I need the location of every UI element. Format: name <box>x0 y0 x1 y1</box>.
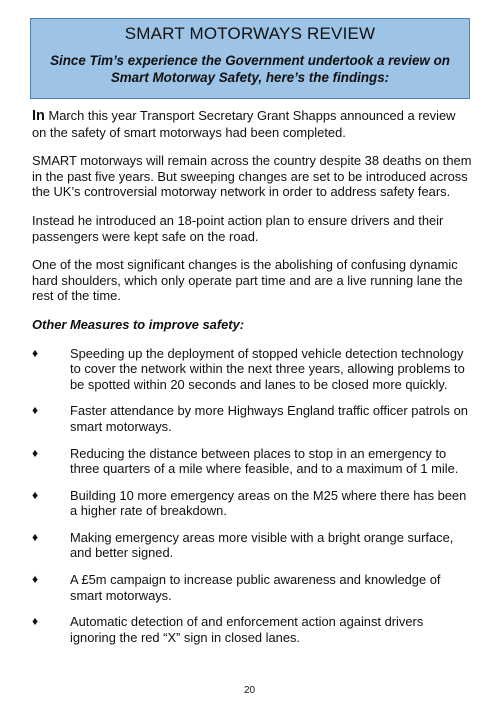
list-item: ♦ Building 10 more emergency areas on the M25 where there has been a higher rate of breakdown. <box>32 487 467 519</box>
intro-text: March this year Transport Secretary Grant Shapps announced a review on the safety of smart motorways had been completed. <box>32 108 456 140</box>
page-subtitle: Since Tim’s experience the Government undertook a review on Smart Motorway Safety, here’s the findings: <box>50 53 450 85</box>
intro-paragraph <box>32 108 472 140</box>
paragraph: One of the most significant changes is the abolishing of confusing dynamic hard shoulders, which only operate part time and are a live running lane the rest of the time. <box>32 257 463 304</box>
diamond-bullet-icon: ♦ <box>32 572 39 587</box>
intro-lead-word: In <box>32 108 45 124</box>
diamond-bullet-icon: ♦ <box>32 487 39 502</box>
list-item: ♦ Speeding up the deployment of stopped vehicle detection technology to cover the network within the next three years, allowing problems to be spotted within 20 seconds and lanes to be closed more quickly. <box>32 345 465 392</box>
diamond-bullet-icon: ♦ <box>32 403 39 418</box>
article-body <box>32 108 472 656</box>
header-box <box>30 18 470 99</box>
list-item: ♦ Faster attendance by more Highways England traffic officer patrols on smart motorways. <box>32 403 468 434</box>
list-item: ♦ Automatic detection of and enforcement action against drivers ignoring the red “X” sign in closed lanes. <box>32 614 424 645</box>
list-item: ♦ Reducing the distance between places to stop in an emergency to three quarters of a mile where feasible, and to a maximum of 1 mile. <box>32 445 459 477</box>
paragraph: Instead he introduced an 18-point action plan to ensure drivers and their passengers were kept safe on the road. <box>32 212 444 244</box>
paragraph: SMART motorways will remain across the country despite 38 deaths on them in the past five years. But sweeping changes are set to be introduced across the UK’s controversial motorway network in order to address safety fears. <box>32 153 472 200</box>
measures-list <box>32 346 472 646</box>
diamond-bullet-icon: ♦ <box>32 529 39 544</box>
page-title: SMART MOTORWAYS REVIEW <box>124 24 376 43</box>
list-item: ♦ Making emergency areas more visible with a bright orange surface, and better signed. <box>32 529 454 561</box>
list-item: ♦ A £5m campaign to increase public awareness and knowledge of smart motorways. <box>32 572 441 603</box>
diamond-bullet-icon: ♦ <box>32 614 39 629</box>
page-number: 20 <box>243 685 256 696</box>
diamond-bullet-icon: ♦ <box>32 345 39 360</box>
diamond-bullet-icon: ♦ <box>32 445 39 460</box>
measures-heading: Other Measures to improve safety: <box>32 316 245 332</box>
